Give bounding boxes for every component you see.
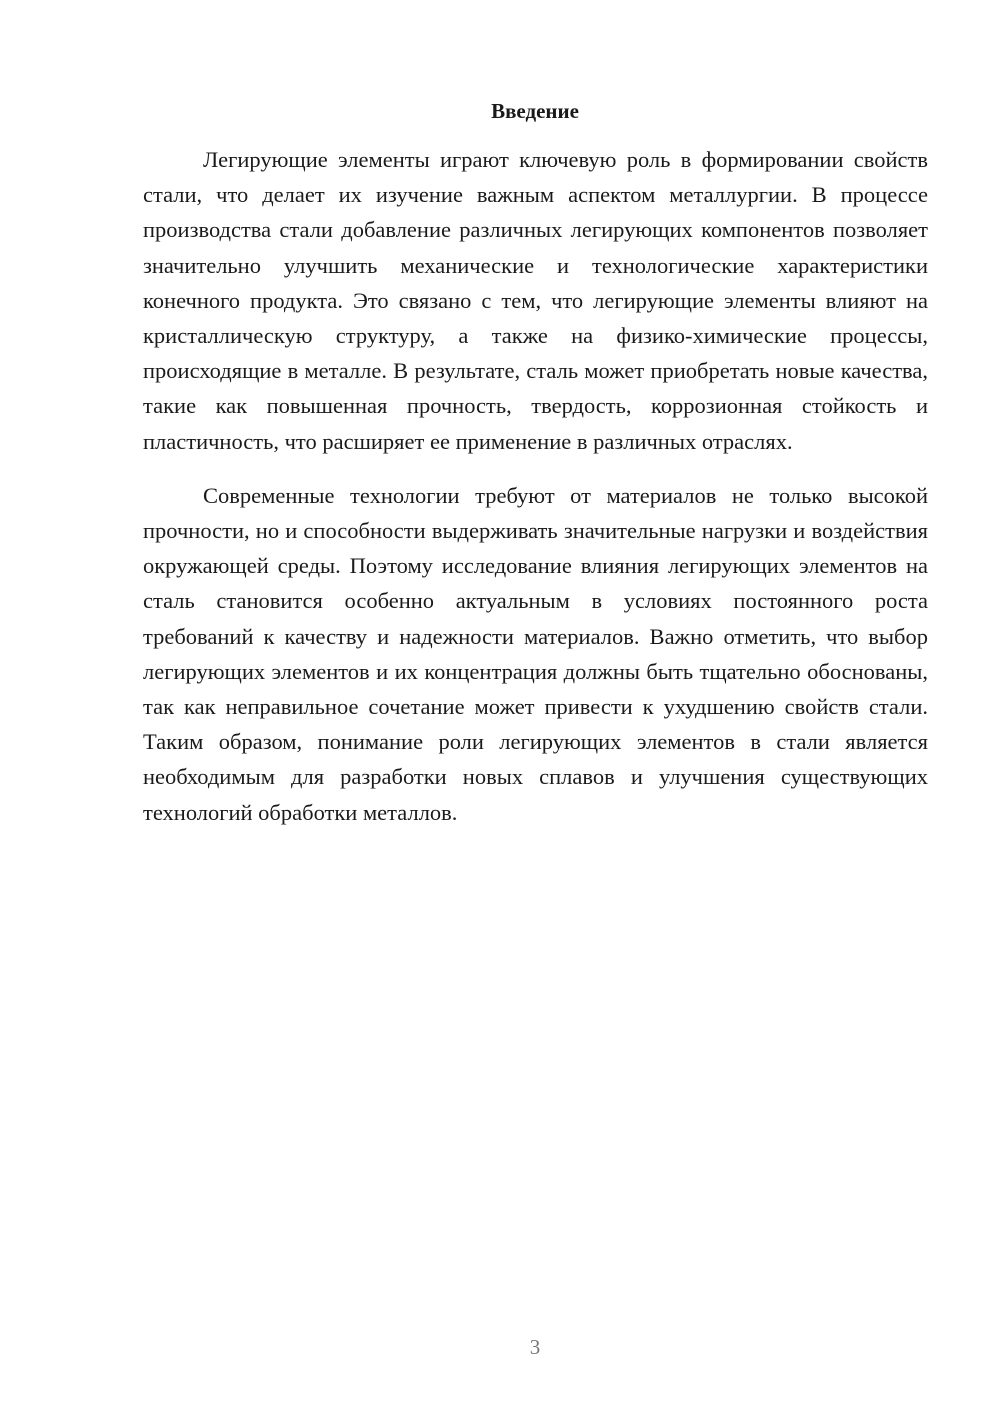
- body-text: [143, 142, 928, 830]
- section-heading: Введение: [491, 99, 579, 123]
- paragraph-2: Современные технологии требуют от материалов не только высокой прочности, но и способности выдерживать значительные нагрузки и воздействия окружающей среды. Поэтому исследование влияния легирующих элементов на сталь становится особенно актуальным в условиях постоянного роста требований к качеству и надежности материалов. Важно отметить, что выбор легирующих элементов и их концентрация должны быть тщательно обоснованы, так как неправильное сочетание может привести к ухудшению свойств стали. Таким образом, понимание роли легирующих элементов в стали является необходимым для разработки новых сплавов и улучшения существующих технологий обработки металлов.: [143, 482, 928, 825]
- paragraph-1: Легирующие элементы играют ключевую роль в формировании свойств стали, что делает их изучение важным аспектом металлургии. В процессе производства стали добавление различных легирующих компонентов позволяет значительно улучшить механические и технологические характеристики конечного продукта. Это связано с тем, что легирующие элементы влияют на кристаллическую структуру, а также на физико-химические процессы, происходящие в металле. В результате, сталь может приобретать новые качества, такие как повышенная прочность, твердость, коррозионная стойкость и пластичность, что расширяет ее применение в различных отраслях.: [143, 147, 928, 454]
- page-number: 3: [529, 1335, 541, 1359]
